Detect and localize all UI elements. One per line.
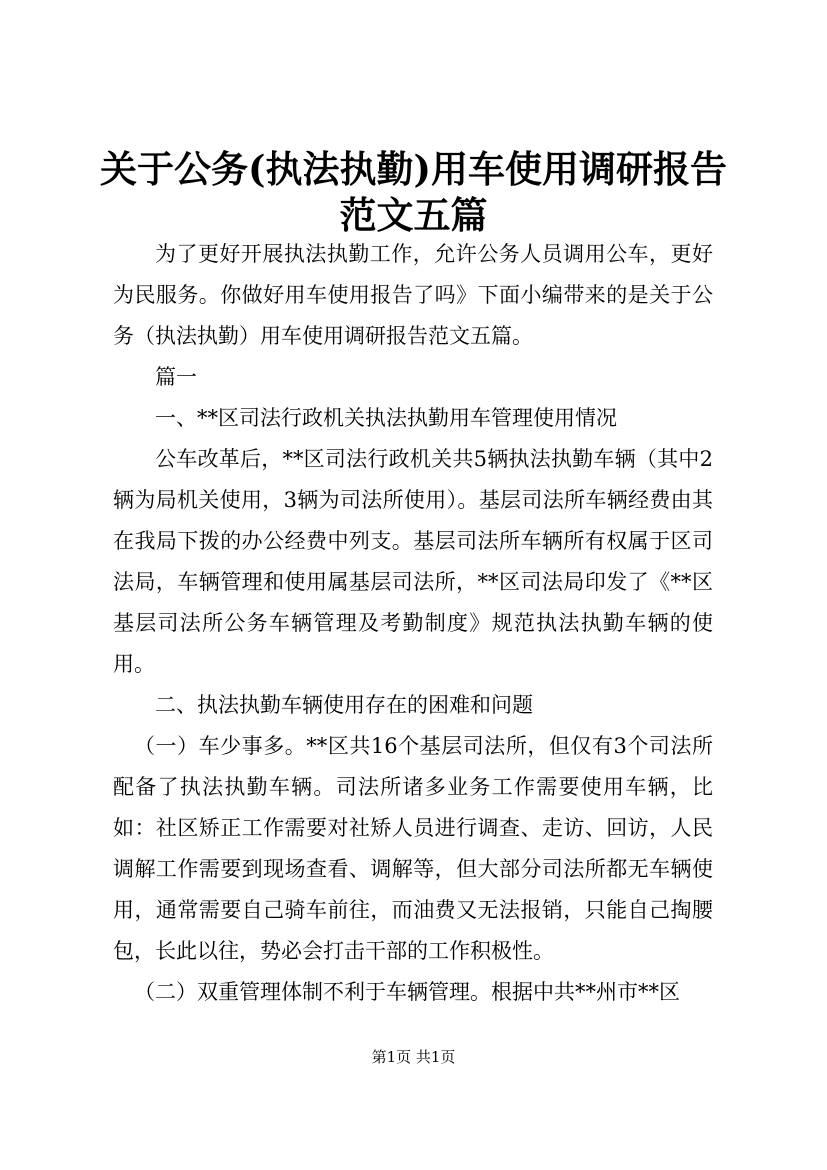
body-paragraph: 公车改革后，**区司法行政机关共5辆执法执勤车辆（其中2辆为局机关使用，3辆为司法所使用）。基层司法所车辆经费由其在我局下拨的办公经费中列支。基层司法所车辆所有权属于区司法局，车辆管理和使用属基层司法所，**区司法局印发了《**区基层司法所公务车辆管理及考勤制度》规范执法执勤车辆的使用。 <box>113 447 713 676</box>
subheading-paragraph: （一）车少事多。**区共16个基层司法所，但仅有3个司法所配备了执法执勤车辆。司法所诸多业务工作需要使用车辆，比如：社区矫正工作需要对社矫人员进行调查、走访、回访，人民调解工作需要到现场查看、调解等，但大部分司法所都无车辆使用，通常需要自己骑车前往，而油费又无法报销，只能自己掏腰包，长此以往，势必会打击干部的工作积极性。 <box>113 734 713 963</box>
heading-1: 一、**区司法行政机关执法执勤用车管理使用情况 <box>155 406 617 430</box>
document-title: 关于公务(执法执勤)用车使用调研报告范文五篇 <box>100 147 728 237</box>
subheading-paragraph: （二）双重管理体制不利于车辆管理。根据中共**州市**区 <box>134 980 680 1004</box>
document-body <box>113 234 713 1013</box>
page-footer: 第1页 共1页 <box>371 1048 456 1066</box>
heading-2: 二、执法执勤车辆使用存在的困难和问题 <box>155 693 533 717</box>
intro-paragraph: 为了更好开展执法执勤工作，允许公务人员调用公车，更好为民服务。你做好用车使用报告了吗》下面小编带来的是关于公务（执法执勤）用车使用调研报告范文五篇。 <box>113 242 713 348</box>
section-label: 篇一 <box>155 365 197 389</box>
